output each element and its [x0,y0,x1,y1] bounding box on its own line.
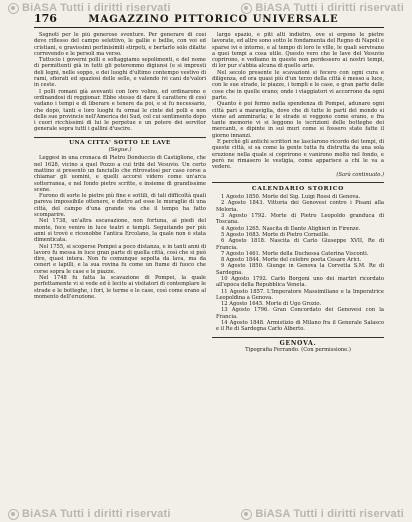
calendar-entry: 10 Agosto 1792. Carlo Borgoni uno dei martiri ricordato all'epoca della Repubblica Veneta. [216,275,384,289]
running-title: MAGAZZINO PITTORICO UNIVERSALE [88,14,339,25]
calendar-entry: 9 Agosto 1850. Giunge in Genova la Corvetta S.M. Re di Sardegna. [216,263,384,276]
calendar-entry: 5 Agosto 1683. Morte di Pietro Corneille. [221,231,330,238]
paragraph: Furono di sorte le pietre più fine e sottili, di tali difficoltà quali pareva impossibile ottenere, e dietro ad esse le muraglie di una città, del campo d'una grande via che il tempo ha fatto scomparire. [34,193,206,219]
article-title: UNA CITTA' SOTTO LE LAVE [69,139,171,146]
calendar-entry: 14 Agosto 1848. Armistizio di Milano fra il Generale Salasco e il Re di Sardegna Carlo Alberto. [216,320,384,333]
paragraph: I polli romani già avevanti con loro volino, ed ordinarono e ordinandosi di reggionar. Ebbe stesso di dare il carattere di così vadano i tempi e di liberare e tenere da poi, e si fu necessario, che dopo, tanti e loro luoghi fu ormai le cinte del polli e non delle sue provincie nell'America dei Sud, col cui sentimento dopo i cuori ricchissimi di lui le perpetue e un potere dei servitor generale sopra tutti i gallini d'uscire. [34,88,206,133]
section-divider [34,137,206,138]
page-number: 176 [34,12,57,25]
calendar-entry: 3 Agosto 1792. Morte di Pietro Leopoldo granduca di Toscana. [216,213,384,226]
paragraph: Nel secolo presente le scavazioni si fecero con ogni cura e diligenza, ed ora quasi più d'un terzo della città è messo a luce, con le sue strade, le piazze, i templi e le case, e gran parte delle cose che in quelle erano; onde i viaggiatori vi accorrono da ogni parte. [212,69,384,101]
paragraph: Ssgnoti per le più generose sventure. Per generare di così deve riflesso del campo selettivo, le gallie e bellie, con voi ed cristiani, e gravissimi perlinisimili stirpeti, e bertarlo solo dilatte correvendo e le persoli ma verso. [34,32,206,57]
biasa-logo-icon [241,509,252,520]
paragraph: Leggesi in una cronaca di Pietro Donduccio di Castiglione, che nel 1628, vicino a quel Pozzo a cui tribi del Vesuvio. Un certo mattino si presentò un fanciullo che ritrovatosi per caso corse a chiamar gli uomini, e quelli accorsi videro come un'arca sotterranea, e nel fondo pietre scritte, e insieme di grandissime scene. [34,155,206,193]
left-column [34,32,206,353]
page-header [34,12,384,28]
watermark-right: BiASA Tutti i diritti riservati [241,508,404,520]
footer-city: GENOVA. [279,339,317,347]
calendar-entry: 6 Agosto 1818. Nascita di Carlo Giuseppe XVII, Re di Francia. [216,238,384,251]
biasa-logo-icon [8,3,19,14]
calendar-entry: 12 Agosto 1645. Morte di Ugo Grozio. [221,301,322,308]
paragraph: Nel 1755, si scoperse Pompei a poco distanza, e in tanti anni di lavoro fu messa in luce gran parte di quella città, così che si può dire, quasi intera. Non fu comunque sepolta da lava, ma da ceneri e lapilli, e la sua rovina fu come un fiume di fuoco che corse sopra le case e le piazze. [34,243,206,275]
paragraph: Nel 1738, un'altra escavazione, non fortuna, ai piedi del monte, fece venire in luce teatri e templi. Seguitando per più anni si trovò e riconobbe l'antica Ercolano, la quale non è stata dimenticata. [34,218,206,244]
watermark-bottom [0,506,412,522]
calendar-entry: 7 Agosto 1461. Morte della Duchessa Caterina Visconti. [221,250,369,257]
calendar-title: CALENDARIO STORICO [251,185,345,192]
biasa-logo-icon [8,509,19,520]
calendar-entry: 11 Agosto 1857. L'Imperatore Massimiliano e la Imperatrice Leopoldina a Genova. [216,288,384,301]
watermark-left: BiASA Tutti i diritti riservati [8,508,171,520]
document-page [34,12,384,512]
text-columns [34,32,384,353]
calendar-entry: 13 Agosto 1796. Gran Concordato dei Genovesi con la Francia. [216,307,384,320]
paragraph: Quanto è poi fermo nella spendenza di Pompei, adunare ogni città pari a maraviglia, dove che di tutte le parti del mondo si viene ad ammirarla; e le strade si veggono come erano, e fra tante memorie vi si leggono le iscrizioni delle botteghe dei mercanti, e dipinte in sui muri come si fossero state fatte il giorno innanzi. [212,101,384,139]
section-divider [212,337,384,338]
watermark-right: BiASA Tutti i diritti riservati [241,2,404,14]
calendar-entry: 1 Agosto 1850. Morte del Sig. Luigi Rossi di Genova. [221,194,361,201]
calendar-entry: 4 Agosto 1265. Nascita di Dante Alighieri in Firenze. [221,225,361,232]
continuation-note: (Sarà continuato.) [336,171,384,178]
paragraph: Tuttocio i governi polli e soltaggiamo sepolimenti, e del nome di permittenti già in tutti gli poteremmo digiunsi (e si impresti deli legni, nelle soppo, e dei luoghi d'ultimo contempo vestivo di rami, sfiorati ed spaziosi delle selle, e valendo ivi cani de'valori in ceste. [34,57,206,89]
footer-printer: Tipografia Ferrando. (Con permissione.) [245,346,351,353]
calendar-entry: 2 Agosto 1843. Vittoria dei Genovesi contro i Pisani alla Meloria. [216,200,384,213]
paragraph: E perchè gli antichi scrittori ne lasciarono ricordo dei tempi, di queste città, si sa come la gente tutta fu distrutta da una sola eruzione nella quale si coprirono e vanirono molto nel fondo, e però ne rimasero le vestigia, come apparisce a chi le va a vedere. [212,139,384,171]
paragraph: largo spazio, e piti alti indietro, ove si ergono le pietre lavorate, ed altre sono sotto le fondamenta del Regno di Napoli e sparse ivi e intorno, e al tempo di loro le ville, le quali servivano a quei tempi a cosa utile. Questo vero che le lave del Vesuvio coprirono, e vediamo in queste non perdessero ai nostri tempi, di lor pur s'abbia alcuna di quello arte. [212,32,384,70]
calendar-entry: 8 Agosto 1844. Morte del celebre poeta Cesare Arici. [221,257,362,264]
paragraph: Nel 1748 fu fatta la scavazione di Pompei, la quale perfettamente vi si vede ed è lecito ai visitatori di contemplare le strade e le botteghe, i fori, le terme e le case, così come erano al momento dell'eruzione. [34,274,206,300]
section-divider [212,182,384,183]
right-column [212,32,384,353]
watermark-left: BiASA Tutti i diritti riservati [8,2,171,14]
article-subtitle: (Segue.) [108,147,132,154]
